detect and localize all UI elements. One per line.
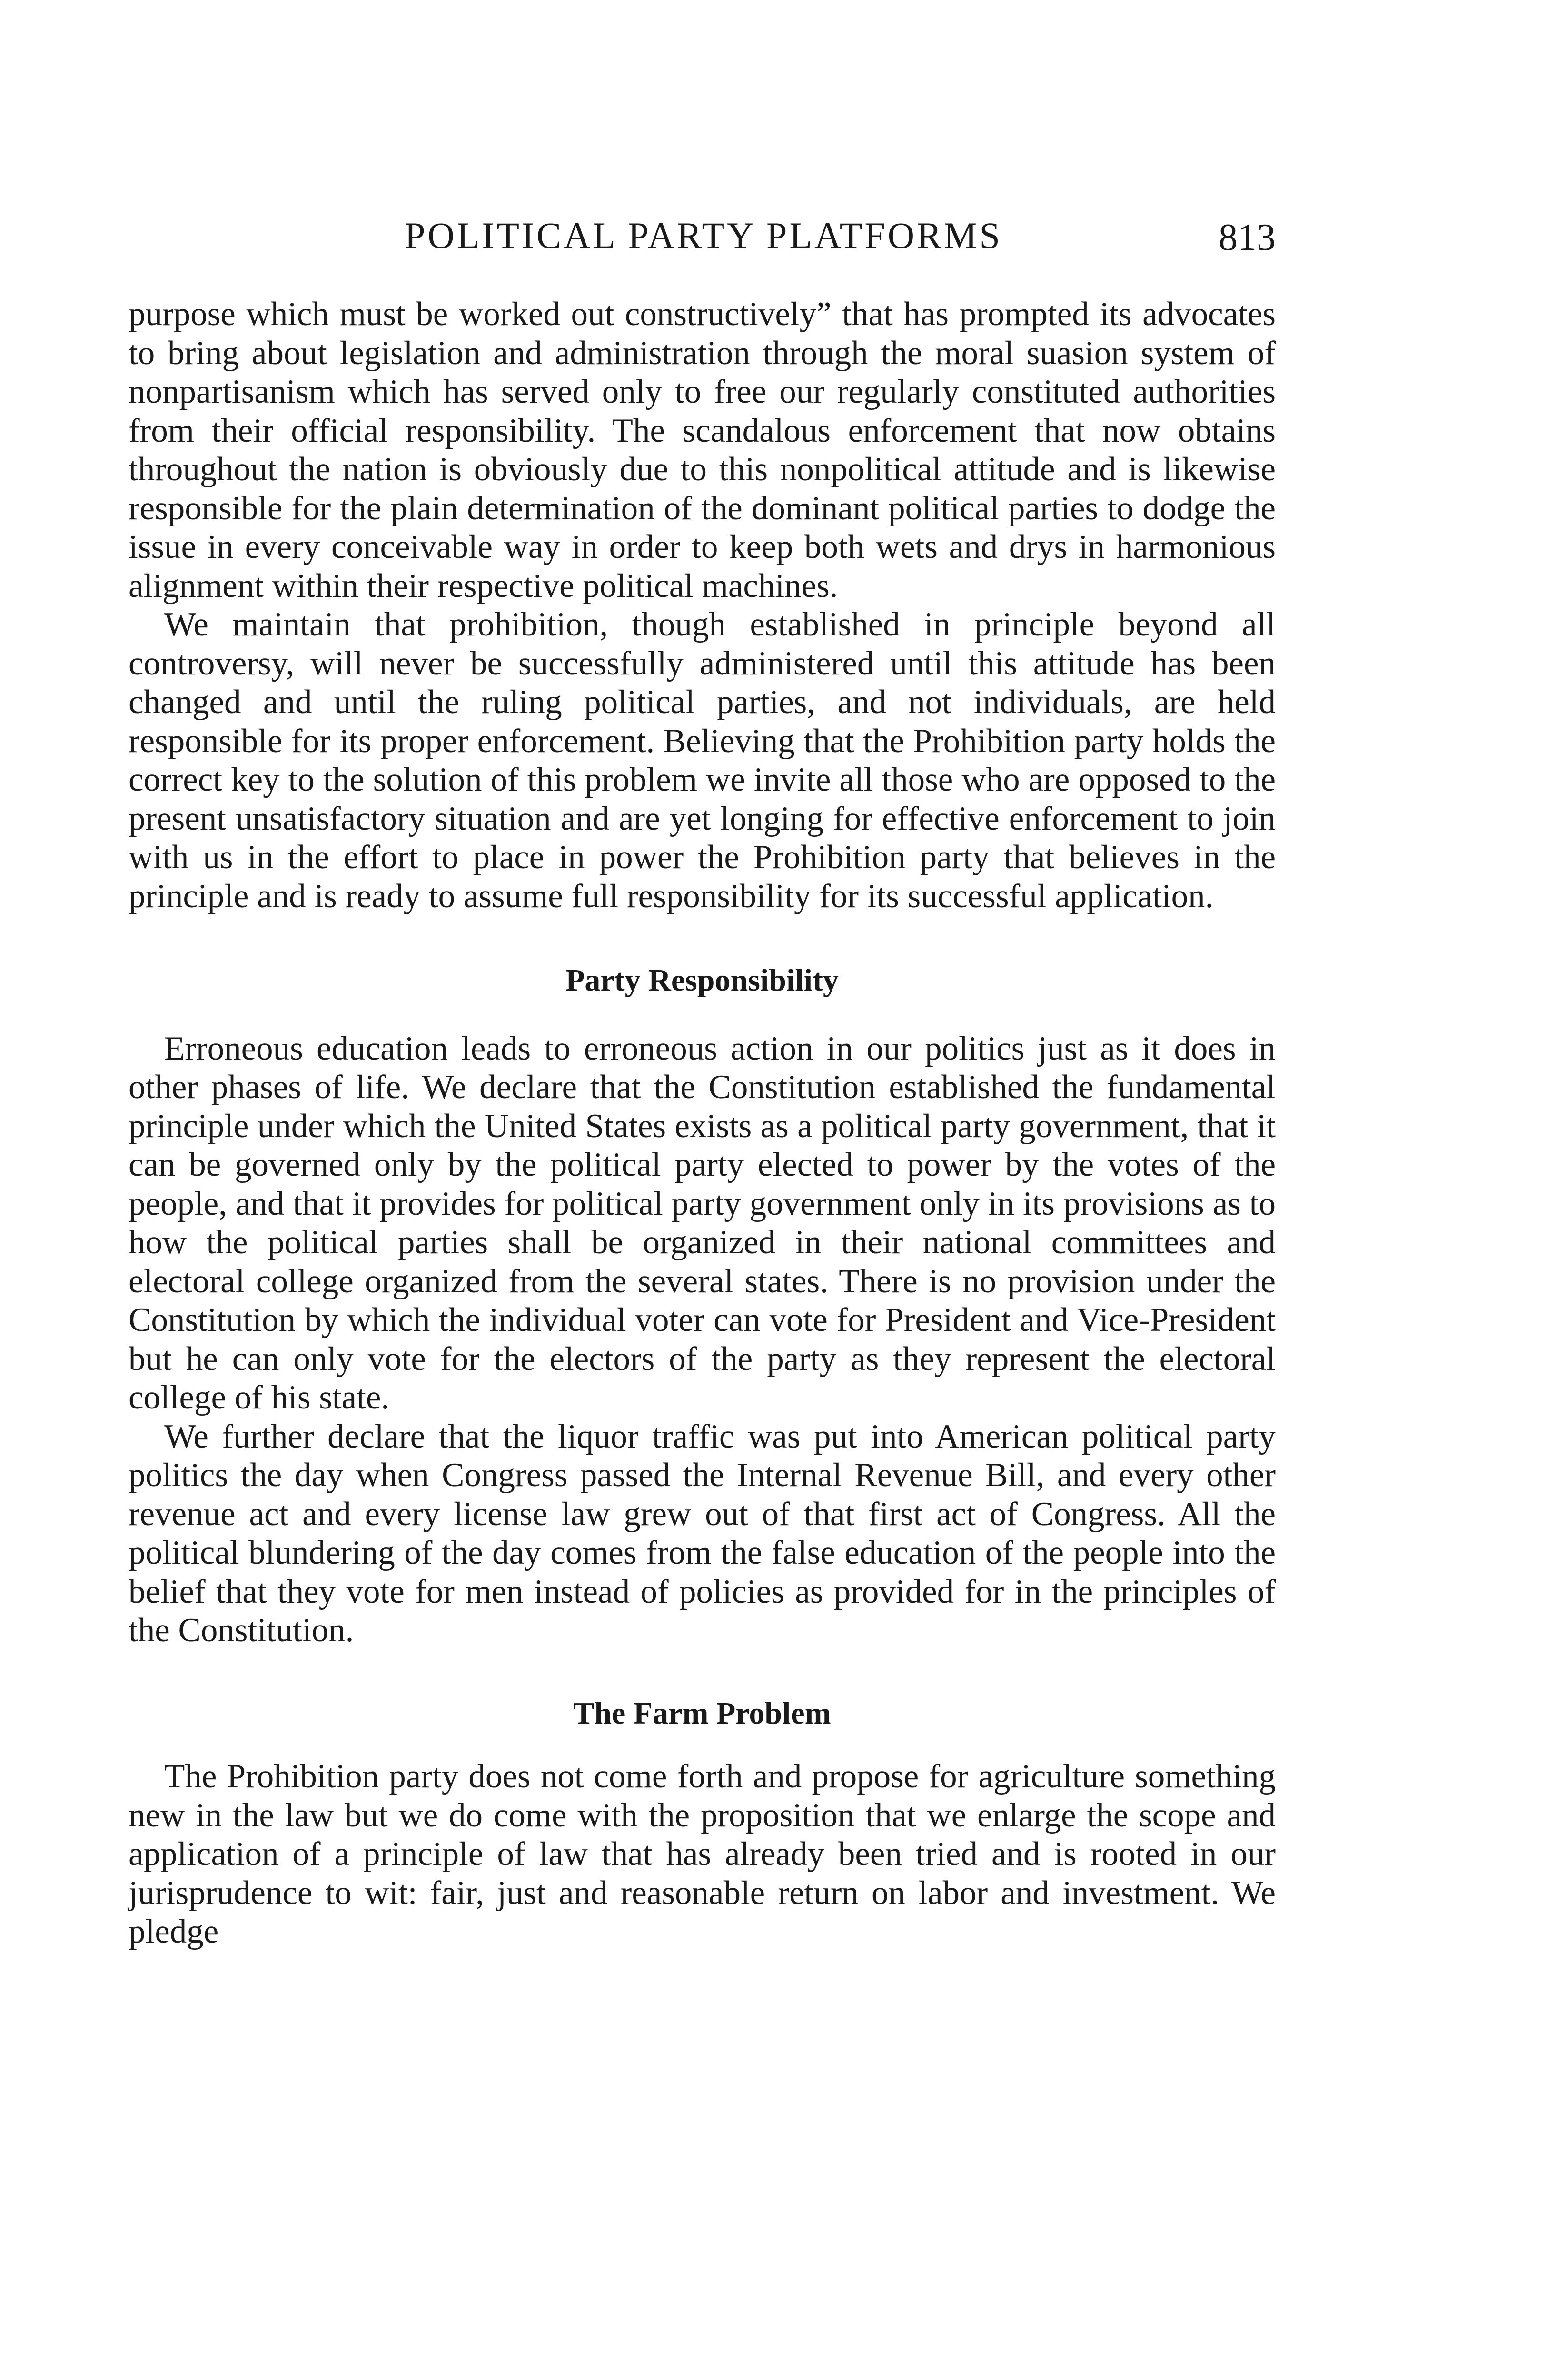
page-header — [133, 214, 1276, 267]
page-number: 813 — [1219, 217, 1276, 258]
paragraph-prohibition-enforcement: We maintain that prohibition, though established in principle beyond all controversy, will never be successfully administered until this attitude has been changed and until the ruling political parties, and not individuals, are held responsible for its proper enforcement. Believing that the Prohibition party holds the correct key to the solution of this problem we invite all those who are opposed to the present unsatisfactory situation and are yet longing for effective enforcement to join with us in the effort to place in power the Prohibition party that believes in the principle and is ready to assume full responsibility for its successful application. — [129, 606, 1276, 915]
paragraph-farm-problem: The Prohibition party does not come forth and propose for agriculture something new in the law but we do come with the proposition that we enlarge the scope and application of a principle of law that has already been tried and is rooted in our jurisprudence to wit: fair, just and reasonable return on labor and investment. We pledge — [129, 1758, 1276, 1950]
page-body — [129, 295, 1276, 1952]
section-heading-party-responsibility: Party Responsibility — [565, 963, 839, 998]
paragraph-erroneous-education: Erroneous education leads to erroneous action in our politics just as it does in other phases of life. We declare that the Constitution established the fundamental principle under which the United States exists as a political party government, that it can be governed only by the political party elected to power by the votes of the people, and that it provides for political party government only in its provisions as to how the political parties shall be organized in their national committees and electoral college organized from the several states. There is no provision under the Constitution by which the individual voter can vote for President and Vice-President but he can only vote for the electors of the party as they represent the electoral college of his state. — [129, 1030, 1276, 1416]
running-head: POLITICAL PARTY PLATFORMS — [405, 215, 1002, 256]
paragraph-continued: purpose which must be worked out constructively” that has prompted its advocates to bring about legislation and administration through the moral suasion system of nonpartisanism which has served only to free our regularly constituted authorities from their official responsibility. The scandalous enforcement that now obtains throughout the nation is obviously due to this nonpolitical attitude and is likewise responsible for the plain determination of the dominant political parties to dodge the issue in every conceivable way in order to keep both wets and drys in harmonious alignment within their respective political machines. — [129, 296, 1276, 605]
paragraph-liquor-traffic: We further declare that the liquor traffic was put into American political party politics the day when Congress passed the Internal Revenue Bill, and every other revenue act and every license law grew out of that first act of Congress. All the political blundering of the day comes from the false education of the people into the belief that they vote for men instead of policies as provided for in the principles of the Constitution. — [129, 1418, 1276, 1649]
section-heading-farm-problem: The Farm Problem — [573, 1696, 831, 1731]
